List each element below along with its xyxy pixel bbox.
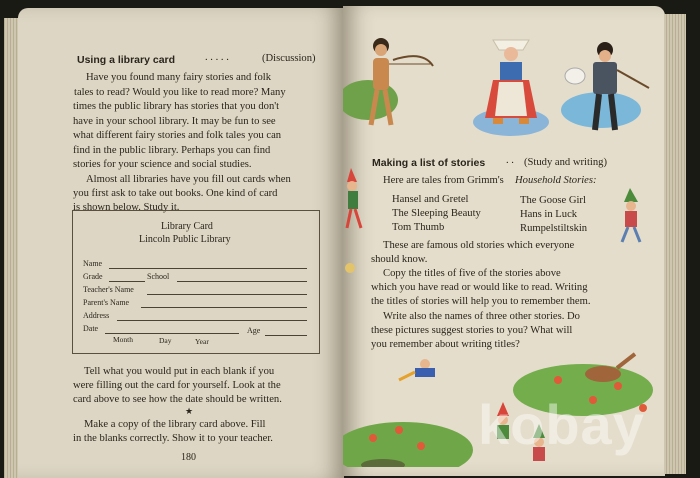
card-age-label: Age bbox=[247, 326, 261, 335]
girl-apron bbox=[495, 82, 527, 116]
bow bbox=[393, 56, 433, 66]
p4-line: Make a copy of the library card above. Fill bbox=[84, 419, 266, 430]
intro-book-title: Household Stories: bbox=[515, 175, 597, 186]
elf-hat bbox=[624, 188, 638, 202]
page-number: 180 bbox=[181, 452, 196, 463]
p-line: Copy the titles of five of the stories above bbox=[383, 268, 561, 279]
flower bbox=[395, 426, 403, 434]
card-name-line bbox=[109, 268, 307, 269]
p1-line: what different fairy stories and folk tales you can bbox=[73, 130, 282, 141]
hare-ear bbox=[617, 354, 635, 368]
card-teacher-line bbox=[147, 294, 307, 295]
p1-line: Have you found many fairy stories and folk bbox=[86, 72, 272, 83]
flower bbox=[614, 382, 622, 390]
p2-line: you first ask to take out books. One kind of card bbox=[73, 188, 278, 199]
elf-leg bbox=[622, 227, 628, 242]
girl-face bbox=[504, 47, 518, 61]
clog bbox=[493, 118, 503, 124]
right-page-edges bbox=[664, 14, 686, 474]
archer-face bbox=[375, 44, 387, 56]
hare bbox=[585, 366, 621, 382]
story-title: The Sleeping Beauty bbox=[392, 208, 481, 219]
story-title: Rumpelstiltskin bbox=[520, 223, 588, 234]
stick bbox=[617, 70, 649, 88]
elf-face bbox=[626, 201, 636, 211]
story-title: The Goose Girl bbox=[520, 195, 586, 206]
flower bbox=[554, 376, 562, 384]
p3-line: card above to see how the date should be written. bbox=[73, 394, 282, 405]
story-title: Hans in Luck bbox=[520, 209, 578, 220]
clog bbox=[519, 118, 529, 124]
card-library-name: Lincoln Public Library bbox=[139, 234, 231, 245]
card-school-label: School bbox=[147, 272, 170, 281]
card-teacher-label: Teacher's Name bbox=[83, 285, 134, 294]
right-heading: Making a list of stories bbox=[372, 157, 486, 169]
p1-line: find in the public library. Perhaps you can find bbox=[73, 145, 271, 156]
left-heading-tag: (Discussion) bbox=[262, 53, 316, 64]
card-school-line bbox=[177, 281, 307, 282]
p4-line: in the blanks correctly. Show it to your teacher. bbox=[73, 433, 273, 444]
library-card bbox=[72, 210, 320, 354]
p1-line: times the public library has stories that you don't bbox=[73, 101, 280, 112]
elf-ball bbox=[345, 263, 355, 273]
p1-line: tales to read? Would you like to read more? Many bbox=[74, 87, 286, 98]
p-line: the titles of stories will help you to remember them. bbox=[371, 296, 591, 307]
p-line: These are famous old stories which everyone bbox=[383, 240, 575, 251]
p-line: Write also the names of three other stories. Do bbox=[383, 311, 580, 322]
elf-leg bbox=[634, 227, 640, 242]
p3-line: Tell what you would put in each blank if you bbox=[84, 366, 275, 377]
p-line: should know. bbox=[371, 254, 428, 265]
intro-prefix: Here are tales from Grimm's bbox=[383, 175, 504, 186]
p1-line: stories for your science and social studies. bbox=[73, 159, 252, 170]
p2-line: is shown below. Study it. bbox=[73, 202, 180, 213]
story-title: Tom Thumb bbox=[392, 222, 445, 233]
card-title: Library Card bbox=[161, 221, 213, 232]
flower bbox=[369, 434, 377, 442]
flower bbox=[417, 442, 425, 450]
elf-hat bbox=[347, 168, 357, 182]
p-line: these pictures suggest stories to you? What will bbox=[371, 325, 573, 336]
man-leg bbox=[611, 94, 615, 130]
left-heading: Using a library card bbox=[77, 54, 176, 66]
left-heading-dots: . . . . . bbox=[205, 52, 229, 63]
card-address-label: Address bbox=[83, 311, 110, 320]
card-year-label: Year bbox=[195, 337, 209, 346]
card-month-label: Month bbox=[113, 335, 134, 344]
flying-elf-leg bbox=[399, 372, 415, 380]
right-heading-dots: . . bbox=[506, 155, 514, 166]
card-date-label: Date bbox=[83, 324, 99, 333]
elf-left-illustration bbox=[343, 168, 373, 278]
right-heading-tag: (Study and writing) bbox=[524, 157, 607, 168]
elf-body bbox=[348, 191, 358, 209]
man-leg bbox=[595, 94, 599, 130]
man-coat bbox=[593, 62, 617, 94]
story-title: Hansel and Gretel bbox=[392, 194, 469, 205]
p-line: which you have read or would like to read. Writing bbox=[371, 282, 588, 293]
card-parent-line bbox=[141, 307, 307, 308]
top-illustration bbox=[343, 30, 665, 150]
flying-elf-body bbox=[415, 368, 435, 377]
card-parent-label: Parent's Name bbox=[83, 298, 130, 307]
elf-body bbox=[625, 211, 637, 227]
card-grade-label: Grade bbox=[83, 272, 103, 281]
elf-right-illustration bbox=[612, 188, 648, 248]
card-grade-line bbox=[109, 281, 145, 282]
man-face bbox=[599, 50, 611, 62]
card-address-line bbox=[117, 320, 307, 321]
card-day-label: Day bbox=[159, 336, 172, 345]
goose bbox=[565, 68, 585, 84]
p1-line: have in your school library. It may be fun to see bbox=[73, 116, 276, 127]
card-name-label: Name bbox=[83, 259, 103, 268]
p3-line: were filling out the card for yourself. Look at the bbox=[73, 380, 281, 391]
watermark: kobay bbox=[478, 393, 645, 456]
elf-face bbox=[347, 181, 357, 191]
card-age-line bbox=[265, 335, 307, 336]
archer-body bbox=[373, 58, 389, 90]
elf-leg bbox=[355, 209, 361, 228]
meadow bbox=[343, 422, 473, 467]
p2-line: Almost all libraries have you fill out cards when bbox=[86, 174, 291, 185]
girl-bodice bbox=[500, 62, 522, 80]
star-divider: ★ bbox=[185, 406, 194, 416]
card-date-line bbox=[105, 333, 239, 334]
p-line: you remember about writing titles? bbox=[371, 339, 520, 350]
flying-elf-face bbox=[420, 359, 430, 369]
elf-leg bbox=[347, 209, 351, 228]
